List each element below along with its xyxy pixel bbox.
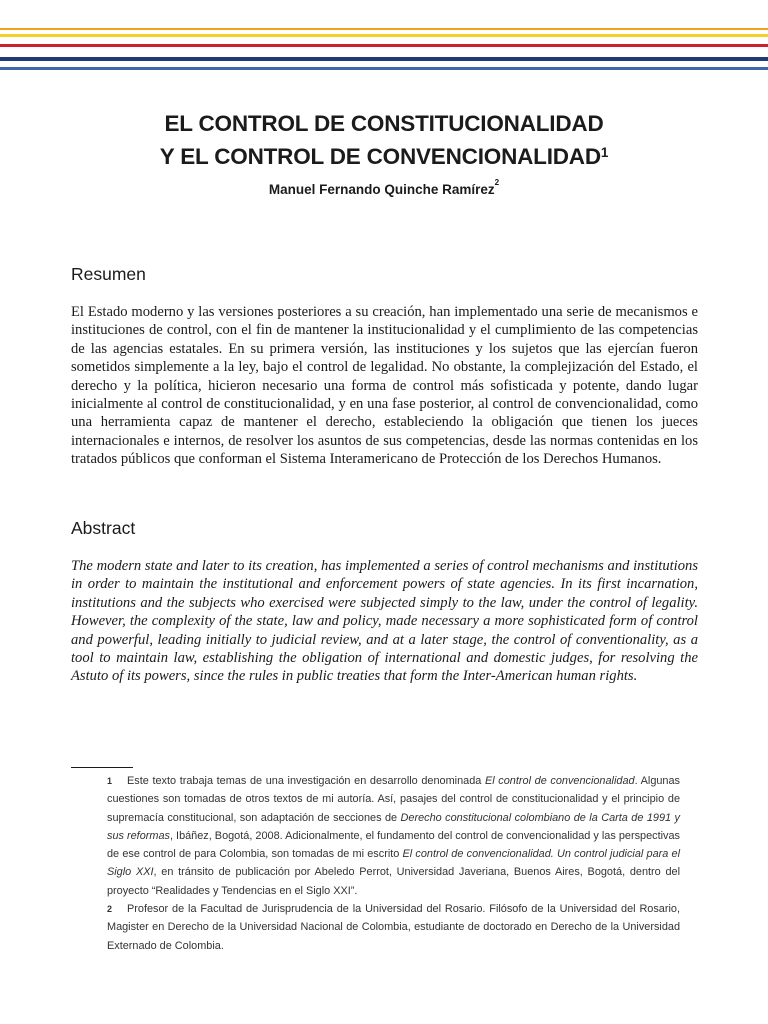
footnote-2-mark: 2 — [107, 904, 113, 915]
title-footnote-mark[interactable]: 1 — [600, 145, 609, 160]
footnote-1-text-b: . Algunas cuestiones son tomadas de otros textos de mi autoría. Así, pasajes del control de constitucionalidad y el principio de supremacía constitucional, son adaptación de secciones de — [107, 775, 680, 824]
author-name: Manuel Fernando Quinche Ramírez — [268, 182, 495, 197]
abstract-text: The modern state and later to its creation, has implemented a series of control mechanisms and institutions in order to maintain the institutional and enforcement powers of state agencies. In its first incarnation, institutions and the subjects who exercised were subjected simply to the law, under the control of legality. However, the complexity of the state, law and policy, made necessary a more sophisticated form of control and powerful, leading initially to judicial review, and at a later stage, the control of conventionality, as a tool to maintain law, establishing the obligation of international and domestic judges, for resolving the Astuto of its powers, since the rules in public treaties that form the Inter-American human rights. — [71, 558, 698, 685]
title-line-2 — [0, 140, 768, 173]
footnote-1-text-a: Este texto trabaja temas de una investigación en desarrollo denominada — [127, 775, 485, 787]
footnote-separator — [71, 767, 133, 768]
footnotes — [107, 772, 680, 955]
footnote-1-text-c: , Ibáñez, Bogotá, 2008. Adicionalmente, el fundamento del control de convencionalidad y las perspectivas de ese control de para Colombia, son tomadas de mi escrito — [107, 829, 680, 861]
resumen-text: El Estado moderno y las versiones posteriores a su creación, han implementado una serie de mecanismos e instituciones de control, con el fin de mantener la institucionalidad y el cumplimiento de las competencias de las agencias estatales. En su primera versión, las instituciones y los sujetos que las ejercían fueron sometidos simplemente a la ley, bajo el control de legalidad. No obstante, la complejización del Estado, el derecho y la política, hicieron necesario una forma de control más sofisticada y potente, dando lugar inicialmente al control de constitucionalidad, y en una fase posterior, al control de convencionalidad, como una herramienta capaz de mantener el derecho, estableciendo la obligación que tienen los jueces internacionales e internos, de resolver los asuntos de sus competencias, desde las normas contenidas en los tratados públicos que conforman el Sistema Interamericano de Protección de los Derechos Humanos. — [71, 304, 698, 468]
stripe-red — [0, 44, 768, 47]
footnote-1-italic-a: El control de convencionalidad — [484, 775, 635, 787]
abstract-heading: Abstract — [71, 518, 136, 538]
stripe-yellow — [0, 34, 768, 37]
footnote-1-mark: 1 — [107, 776, 113, 786]
footnote-1-italic-b: Derecho constitucional colombiano de la Carta de 1991 y sus reformas — [107, 811, 680, 842]
paper-title — [0, 107, 768, 173]
stripe-navy — [0, 57, 768, 61]
stripe-blue — [0, 67, 768, 70]
author-footnote-mark[interactable]: 2 — [494, 178, 500, 187]
resumen-heading: Resumen — [71, 264, 146, 284]
author-line — [0, 178, 768, 197]
footnote-1 — [107, 772, 680, 900]
title-line-1: EL CONTROL DE CONSTITUCIONALIDAD — [164, 111, 604, 136]
footnote-1-text-d: , en tránsito de publicación por Abeledo Perrot, Universidad Javeriana, Buenos Aires, Bogotá, dentro del proyecto “Realidades y Tendencias en el Siglo XXI”. — [107, 866, 680, 897]
title-line-2-text: Y EL CONTROL DE CONVENCIONALIDAD — [159, 144, 601, 169]
stripe-orange — [0, 28, 768, 30]
footnote-1-italic-c: El control de convencionalidad. Un control judicial para el Siglo XXI — [107, 848, 680, 879]
footnote-2-text: Profesor de la Facultad de Jurisprudencia de la Universidad del Rosario. Filósofo de la Universidad del Rosario, Magister en Derecho de la Universidad Nacional de Colombia, estudiante de doctorado en Derecho de la Universidad Externado de Colombia. — [107, 903, 680, 952]
footnote-2 — [107, 900, 680, 955]
